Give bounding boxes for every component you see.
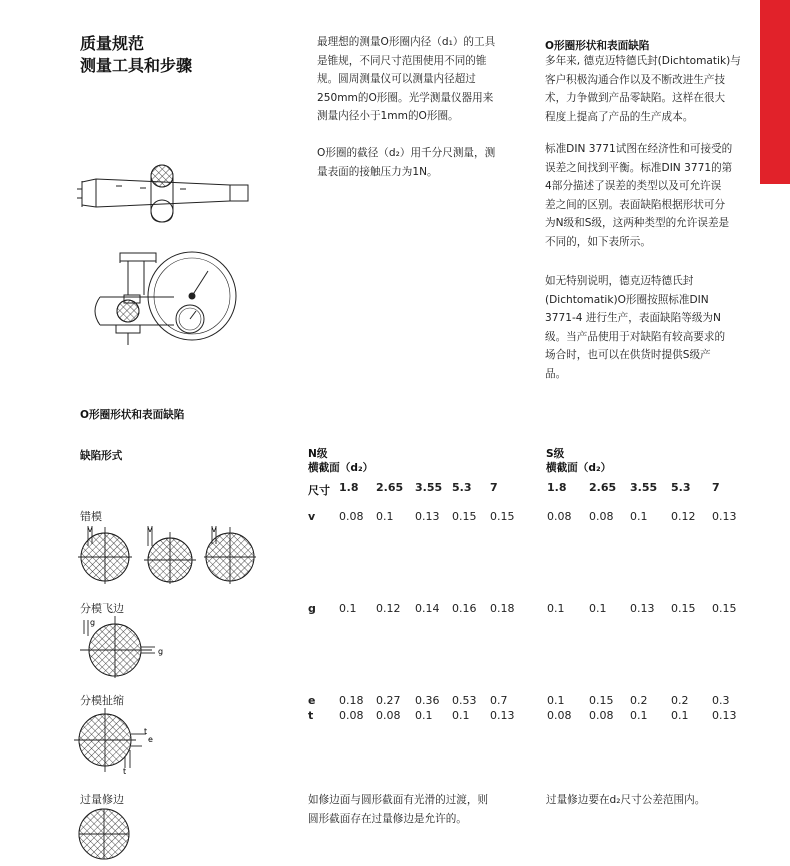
n-value: 0.1 [415,709,433,722]
s-value: 0.1 [630,510,648,523]
n-value: 0.1 [376,510,394,523]
text-line: 不同的，如下表所示。 [545,235,651,248]
n-size-header: 5.3 [452,481,472,494]
text-line: 量表面的接触压力为1N。 [317,165,438,178]
text-line: (Dichtomatik)O形圈按照标准DIN [545,293,709,306]
col2-paragraph2 [545,140,741,252]
n-value: 0.12 [376,602,401,615]
n-value: 0.18 [339,694,364,707]
row-name-mismatch: 错模 [80,510,102,523]
n-value: 0.1 [452,709,470,722]
n-size-header: 1.8 [339,481,359,494]
s-size-header: 1.8 [547,481,567,494]
n-size-header: 7 [490,481,498,494]
tearing-diagram [70,706,170,776]
n-note [308,791,528,828]
s-note: 过量修边要在d₂尺寸公差范围内。 [546,794,706,806]
row-symbol: v [308,510,316,523]
text-line: 客户积极沟通合作以及不断改进生产技 [545,73,726,86]
text-line: 3771-4 进行生产，表面缺陷等级为N [545,312,721,325]
mismatch-diagram [78,522,258,586]
col1-paragraph2 [317,144,513,181]
excess-trim-diagram [76,806,136,862]
n-value: 0.53 [452,694,477,707]
text-line: 如无特别说明，德克迈特德氏封 [545,275,694,287]
defect-form-header: 缺陷形式 [80,450,123,462]
page-title [80,33,192,77]
text-line: 如修边面与圆形截面有光滑的过渡，则 [308,794,489,806]
n-value: 0.14 [415,602,440,615]
v-label: v [147,525,153,534]
n-value: 0.15 [490,510,515,523]
text-line: 规。圆周测量仪可以测量内径超过 [317,73,476,86]
s-value: 0.1 [547,694,565,707]
s-value: 0.3 [712,694,730,707]
n-value: 0.27 [376,694,401,707]
title-line2: 测量工具和步骤 [80,56,193,75]
size-label: 尺寸 [308,484,330,497]
row-symbol: e [308,694,316,707]
n-size-header: 2.65 [376,481,404,494]
s-value: 0.1 [589,602,607,615]
v-label: v [211,525,217,534]
n-class-subtitle: 横截面（d₂） [308,462,374,474]
s-value: 0.2 [630,694,648,707]
row-symbol: g [308,602,316,615]
s-size-header: 5.3 [671,481,691,494]
s-value: 0.1 [671,709,689,722]
text-line: 差之间的区别。表面缺陷根据形状可分 [545,198,726,211]
s-value: 0.15 [589,694,614,707]
text-line: 场合时，也可以在供货时提供S级产 [545,349,711,362]
s-class-title: S级 [546,448,565,460]
text-line: 品。 [545,367,567,380]
s-value: 0.1 [547,602,565,615]
s-value: 0.15 [712,602,737,615]
s-value: 0.13 [712,510,737,523]
n-class-title: N级 [308,448,328,460]
text-line: 程度上提高了产品的生产成本。 [545,110,694,123]
text-line: 最理想的测量O形圈内径（d₁）的工具 [317,36,496,48]
s-value: 0.12 [671,510,696,523]
g-label: g [158,647,164,656]
n-value: 0.13 [415,510,440,523]
title-line1: 质量规范 [80,34,145,53]
text-line: 测量内径小于1mm的O形圈。 [317,110,459,123]
s-value: 0.1 [630,709,648,722]
text-line: 250mm的O形圈。光学测量仪器用来 [317,91,494,104]
text-line: 是锥规，不同尺寸范围使用不同的锥 [317,54,487,67]
n-value: 0.1 [339,602,357,615]
text-line: 4部分描述了误差的类型以及可允许误 [545,180,722,193]
n-value: 0.13 [490,709,515,722]
s-value: 0.08 [547,709,572,722]
n-value: 0.08 [376,709,401,722]
text-line: 圆形截面存在过量修边是允许的。 [308,812,467,825]
s-value: 0.08 [589,510,614,523]
row-name-excess-trim: 过量修边 [80,793,124,806]
flash-diagram [70,614,180,680]
text-line: O形圈的截径（d₂）用千分尺测量，测 [317,147,496,159]
row-name-tearing: 分模扯缩 [80,694,124,707]
row-name-flash: 分模飞边 [80,602,124,615]
n-size-header: 3.55 [415,481,443,494]
side-tab [760,0,790,184]
s-value: 0.08 [589,709,614,722]
s-value: 0.13 [630,602,655,615]
s-value: 0.13 [712,709,737,722]
section-heading: O形圈形状和表面缺陷 [80,409,185,421]
e-label: e [148,735,153,744]
s-class-subtitle: 横截面（d₂） [546,462,612,474]
n-value: 0.36 [415,694,440,707]
s-value: 0.15 [671,602,696,615]
n-value: 0.18 [490,602,515,615]
n-value: 0.08 [339,510,364,523]
text-line: 术，力争做到产品零缺陷。这样在很大 [545,92,726,105]
text-line: 为N级和S级，这两种类型的允许误差是 [545,217,730,230]
n-value: 0.15 [452,510,477,523]
s-value: 0.08 [547,510,572,523]
text-line: 级。当产品使用于对缺陷有较高要求的 [545,330,726,343]
text-line: 误差之间找到平衡。标准DIN 3771的第 [545,161,733,174]
col2-paragraph3 [545,272,741,384]
n-value: 0.7 [490,694,508,707]
v-label: v [87,525,93,534]
measuring-tools-illustration [70,155,250,365]
s-size-header: 7 [712,481,720,494]
g-label: g [90,618,96,627]
n-value: 0.16 [452,602,477,615]
t-label: t [123,767,127,776]
col2-paragraph1 [545,52,741,126]
text-line: 标准DIN 3771试图在经济性和可接受的 [545,143,733,155]
n-value: 0.08 [339,709,364,722]
col1-paragraph1 [317,33,513,126]
dial-gauge-drawing [95,252,236,345]
s-size-header: 2.65 [589,481,617,494]
cone-gauge-drawing [77,165,248,222]
s-size-header: 3.55 [630,481,658,494]
col2-heading: O形圈形状和表面缺陷 [545,40,650,52]
t-label: t [144,727,148,736]
row-symbol: t [308,709,314,722]
s-value: 0.2 [671,694,689,707]
text-line: 多年来, 德克迈特德氏封(Dichtomatik)与 [545,55,741,67]
